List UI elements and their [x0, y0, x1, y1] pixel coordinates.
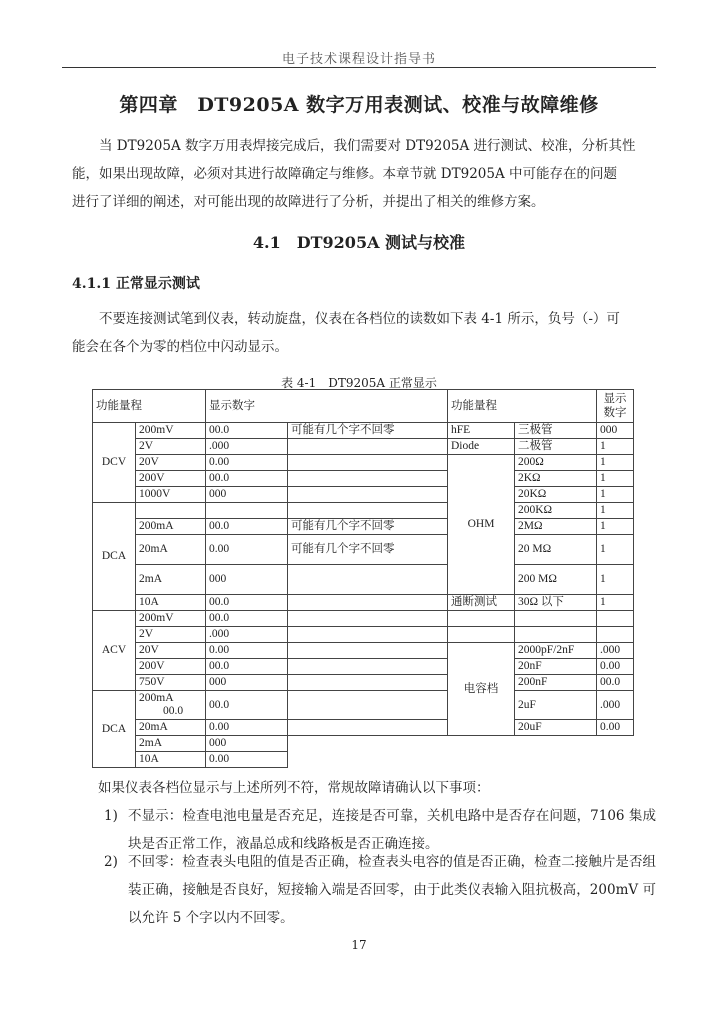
table-cell: 00.0: [206, 471, 288, 487]
table-cell: 可能有几个字不回零: [288, 519, 448, 535]
cell-line: 200mA: [139, 692, 174, 704]
normal-display-table: [92, 389, 634, 768]
table-cell: 可能有几个字不回零: [288, 535, 448, 565]
table-cell: [288, 643, 448, 659]
table-row: [93, 736, 634, 752]
table-cell: [515, 627, 597, 643]
group-cap: 电容档: [448, 643, 515, 736]
table-cell: 000: [597, 423, 634, 439]
table-cell: 2mA: [136, 565, 206, 595]
item-number: 2): [104, 854, 118, 870]
table-cell: 00.0: [206, 519, 288, 535]
table-row: [93, 595, 634, 611]
table-cell: 200Ω: [515, 455, 597, 471]
table-cell: [206, 503, 288, 519]
header-func2: 功能量程: [448, 390, 597, 423]
table-cell: 00.0: [206, 423, 288, 439]
table-row: [93, 691, 634, 720]
table-cell: 00.0: [206, 659, 288, 675]
table-cell: 200nF: [515, 675, 597, 691]
intro-line-2: 能，如果出现故障，必须对其进行故障确定与维修。本章节就 DT9205A 中可能存在的问题: [72, 166, 618, 182]
running-header: 电子技术课程设计指导书: [281, 52, 436, 67]
table-row: [93, 611, 634, 627]
table-cell: .000: [597, 691, 634, 720]
table-cell: [288, 611, 448, 627]
table-cell: 通断测试: [448, 595, 515, 611]
table-cell: .000: [206, 439, 288, 455]
table-row: [93, 487, 634, 503]
table-cell: 30Ω 以下: [515, 595, 597, 611]
group-dca: DCA: [93, 503, 136, 611]
table-cell: 三极管: [515, 423, 597, 439]
table-cell: 200mV: [136, 423, 206, 439]
group-dca-2: DCA: [93, 691, 136, 768]
table-cell: 0.00: [206, 455, 288, 471]
table-cell: 00.0: [597, 675, 634, 691]
table-cell: 750V: [136, 675, 206, 691]
table-cell: [288, 455, 448, 471]
table-cell: [597, 627, 634, 643]
table-cell: 1: [597, 455, 634, 471]
table-cell: 00.0: [206, 611, 288, 627]
table-row: [93, 659, 634, 675]
table-cell: 00.0: [206, 595, 288, 611]
table-cell: 200V: [136, 659, 206, 675]
table-cell: [288, 503, 448, 519]
table-cell: 可能有几个字不回零: [288, 423, 448, 439]
table-cell: [597, 611, 634, 627]
group-dcv: DCV: [93, 423, 136, 503]
table-cell: 000: [206, 736, 288, 752]
table-row: [93, 675, 634, 691]
table-row: [93, 471, 634, 487]
table-caption: 表 4-1 DT9205A 正常显示: [281, 376, 437, 390]
intro-line-1: 当 DT9205A 数字万用表焊接完成后，我们需要对 DT9205A 进行测试、校准，分析其性: [99, 138, 636, 154]
table-cell: 10A: [136, 595, 206, 611]
table-cell: [515, 611, 597, 627]
table-cell: 20mA: [136, 535, 206, 565]
table-cell: 1: [597, 503, 634, 519]
table-cell: 二极管: [515, 439, 597, 455]
table-cell: 0.00: [597, 720, 634, 736]
table-cell: 2uF: [515, 691, 597, 720]
table-row: [93, 455, 634, 471]
table-header-row: [93, 390, 634, 423]
table-cell: [288, 565, 448, 595]
table-row: [93, 423, 634, 439]
table-cell: 1: [597, 565, 634, 595]
table-cell: 200KΩ: [515, 503, 597, 519]
table-cell: Diode: [448, 439, 515, 455]
table-row: [93, 627, 634, 643]
item-number: 1): [104, 808, 118, 824]
header-disp2: 显示数字: [597, 390, 634, 423]
table-cell: 0.00: [206, 720, 288, 736]
table-cell: 1: [597, 439, 634, 455]
table-cell: 2KΩ: [515, 471, 597, 487]
table-cell: [136, 503, 206, 519]
table-cell: 2V: [136, 627, 206, 643]
item-text: 不回零：检查表头电阻的值是否正确，检查表头电容的值是否正确，检查二接触片是否组装正确，接触是否良好，短接输入端是否回零，由于此类仪表输入阻抗极高，200mV 可以允许 5 个字以内不回零。: [128, 854, 656, 926]
table-cell: 1: [597, 519, 634, 535]
table-cell: 200V: [136, 471, 206, 487]
table-cell: [288, 736, 634, 752]
table-cell: 1000V: [136, 487, 206, 503]
table-cell: hFE: [448, 423, 515, 439]
intro-line-3: 进行了详细的阐述，对可能出现的故障进行了分析，并提出了相关的维修方案。: [72, 194, 545, 210]
table-cell: 000: [206, 675, 288, 691]
table-cell: 200 MΩ: [515, 565, 597, 595]
troubleshoot-item-2: [104, 848, 656, 932]
table-cell: 0.00: [206, 643, 288, 659]
group-acv: ACV: [93, 611, 136, 691]
table-cell: [288, 720, 448, 736]
table-cell: [448, 627, 515, 643]
table-cell: 0.00: [206, 752, 288, 768]
table-row: [93, 503, 634, 519]
table-cell: 2MΩ: [515, 519, 597, 535]
subsection-title: 4.1.1 正常显示测试: [72, 276, 200, 292]
header-disp: 显示数字: [206, 390, 448, 423]
table-cell: 20V: [136, 455, 206, 471]
table-cell: 20KΩ: [515, 487, 597, 503]
table-row: [93, 439, 634, 455]
table-cell: [288, 659, 448, 675]
table-cell: 1: [597, 487, 634, 503]
table-cell: 2mA: [136, 736, 206, 752]
intro-paragraph: [72, 132, 656, 216]
table-cell: 000: [206, 487, 288, 503]
table-cell: 20V: [136, 643, 206, 659]
table-cell: 20uF: [515, 720, 597, 736]
table-row: [93, 752, 634, 768]
table-cell: [288, 627, 448, 643]
body-line-2: 能会在各个为零的档位中闪动显示。: [72, 339, 288, 355]
table-cell: 0.00: [206, 535, 288, 565]
table-cell: [448, 611, 515, 627]
table-cell: 2000pF/2nF: [515, 643, 597, 659]
table-row: [93, 519, 634, 535]
table-cell: .000: [597, 643, 634, 659]
troubleshoot-lead: 如果仪表各档位显示与上述所列不符，常规故障请确认以下事项：: [98, 780, 490, 796]
table-cell: [288, 752, 634, 768]
section-title: 4.1 DT9205A 测试与校准: [252, 233, 466, 252]
group-ohm: OHM: [448, 455, 515, 595]
table-cell: 00.0: [206, 691, 288, 720]
table-cell: [288, 471, 448, 487]
table-cell: 20nF: [515, 659, 597, 675]
table-cell: 1: [597, 595, 634, 611]
table-cell: 10A: [136, 752, 206, 768]
chapter-title: 第四章 DT9205A 数字万用表测试、校准与故障维修: [119, 94, 599, 116]
header-func: 功能量程: [93, 390, 206, 423]
page-number: 17: [351, 938, 367, 952]
table-cell: 2V: [136, 439, 206, 455]
table-cell: [288, 487, 448, 503]
table-cell: 200mA: [136, 519, 206, 535]
item-text: 不显示：检查电池电量是否充足，连接是否可靠，关机电路中是否存在问题，7106 集成块是否正常工作，液晶总成和线路板是否正确连接。: [128, 808, 656, 852]
table-cell: [288, 691, 448, 720]
table-row: [93, 720, 634, 736]
table-row: [93, 565, 634, 595]
table-cell: 1: [597, 535, 634, 565]
table-row: [93, 643, 634, 659]
table-cell: 20mA: [136, 720, 206, 736]
table-cell: [288, 439, 448, 455]
table-cell: 1: [597, 471, 634, 487]
table-cell: 20 MΩ: [515, 535, 597, 565]
table-cell: 0.00: [597, 659, 634, 675]
table-row: [93, 535, 634, 565]
table-cell: 000: [206, 565, 288, 595]
table-cell: [288, 595, 448, 611]
table-cell: [136, 691, 206, 720]
table-cell: 200mV: [136, 611, 206, 627]
header-rule: [62, 67, 656, 68]
body-paragraph: [72, 305, 656, 361]
body-line-1: 不要连接测试笔到仪表，转动旋盘，仪表在各档位的读数如下表 4-1 所示，负号（-）可: [99, 311, 620, 327]
table-cell: .000: [206, 627, 288, 643]
cell-line: 00.0: [163, 705, 184, 717]
table-cell: [288, 675, 448, 691]
